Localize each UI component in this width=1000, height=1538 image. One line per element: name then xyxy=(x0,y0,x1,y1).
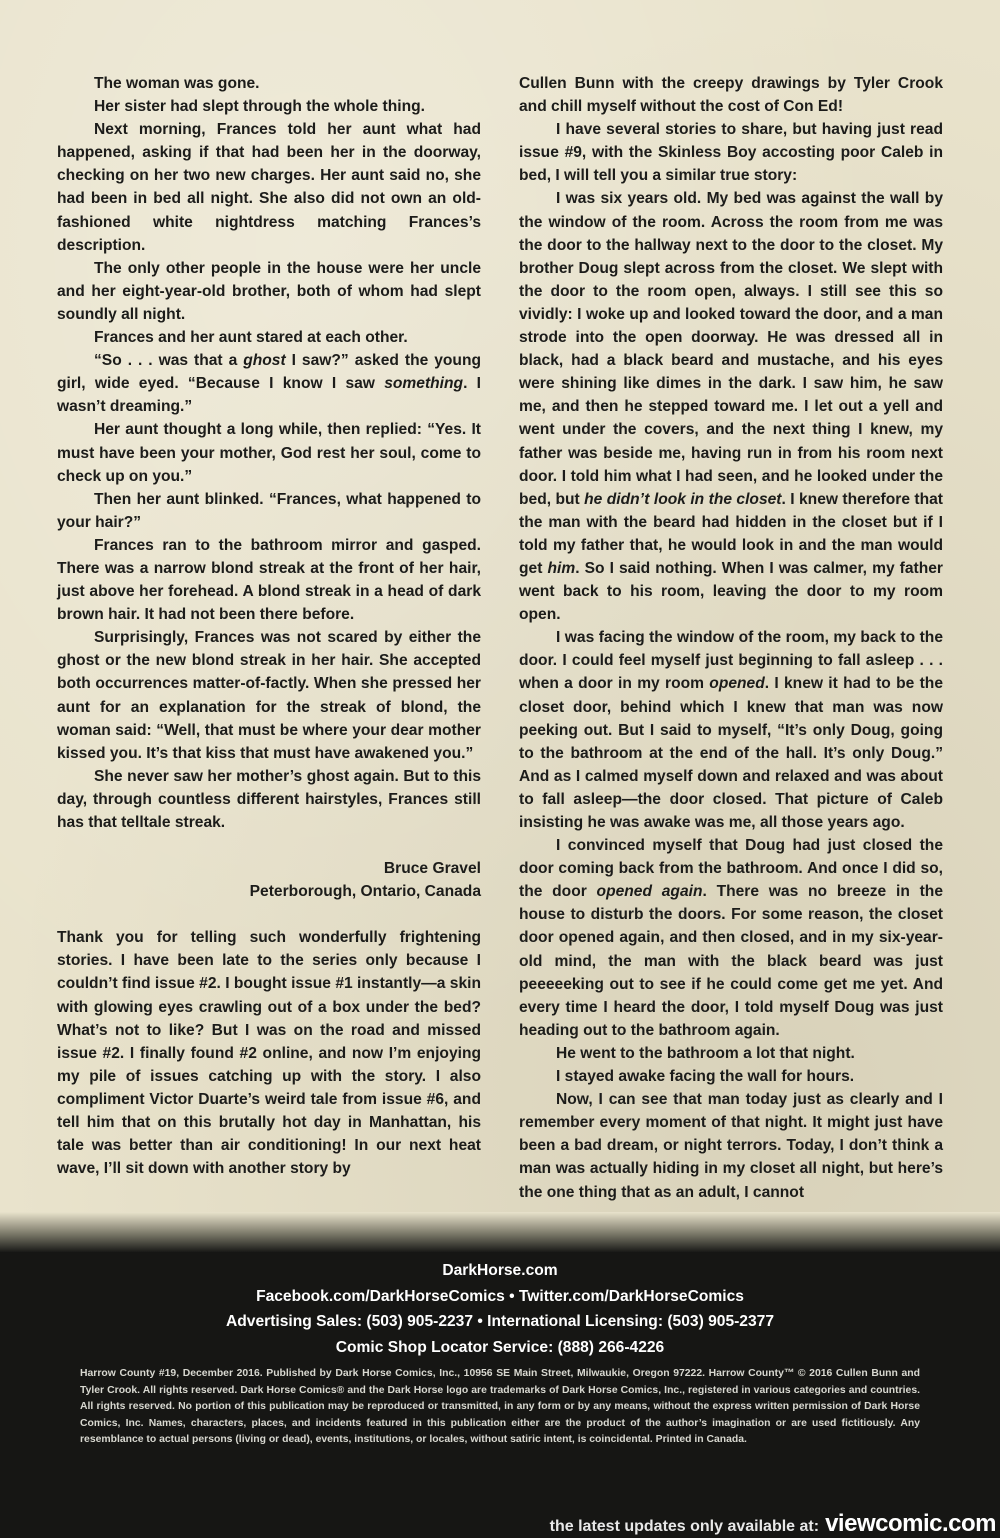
paragraph: Frances and her aunt stared at each other. xyxy=(94,329,408,347)
paragraph: Then her aunt blinked. “Frances, what happened to your hair?” xyxy=(57,490,481,531)
paragraph: I stayed awake facing the wall for hours. xyxy=(556,1068,855,1086)
right-text-column xyxy=(519,72,943,1204)
paragraph: Her sister had slept through the whole thing. xyxy=(94,98,425,116)
legal-indicia: Harrow County #19, December 2016. Published by Dark Horse Comics, Inc., 10956 SE Main Street, Milwaukie, Oregon 97222. Harrow County™ © 2016 Cullen Bunn and Tyler Crook. All rights reserved. Dark Horse Comics® and the Dark Horse logo are trademarks of Dark Horse Comics, Inc., registered in various categories and countries. All rights reserved. No portion of this publication may be reproduced or transmitted, in any form or by any means, without the express written permission of Dark Horse Comics, Inc. Names, characters, places, and incidents featured in this publication either are the product of the author’s imagination or are used fictitiously. Any resemblance to actual persons (living or dead), events, institutions, or locales, without satiric intent, is coincidental. Printed in Canada. xyxy=(80,1368,920,1445)
shop-locator-phone: Comic Shop Locator Service: (888) 266-4226 xyxy=(335,1338,665,1356)
watermark-logo[interactable]: viewcomic.com xyxy=(825,1510,996,1537)
paragraph: I was six years old. My bed was against the wall by the window of the room. Across the room from me was the door to the hallway next to the door to the closet. My brother Doug slept across from the closet. We slept with the door to the room open, always. I still see this so vividly: I woke up and looked toward the door, and a man strode into the open doorway. He was dressed all in black, had a black beard and mustache, and his eyes were shining like dimes in the dark. I saw him, he saw me, and then he stepped toward me. I let out a yell and went under the covers, and the next thing I knew, my father was beside me, having run in from his room next door. I told him what I had seen, and he looked under the bed, but he didn’t look in the closet. I knew therefore that the man with the beard had hidden in the closet but if I told my father that, he would look in and the man would get him. So I said nothing. When I was calmer, my father went back to his room, leaving the door to my room open. xyxy=(519,190,944,624)
paragraph: The woman was gone. xyxy=(94,75,260,92)
watermark xyxy=(540,1510,1000,1538)
paragraph: Next morning, Frances told her aunt what had happened, asking if that had been her in the doorway, checking on her two new charges. Her aunt said no, she had been in bed all night. She also did not own an old-fashioned white nightdress matching Frances’s description. xyxy=(57,121,481,254)
left-text-column xyxy=(57,72,481,1180)
footer-contact-block xyxy=(0,1252,1000,1360)
website-link[interactable]: DarkHorse.com xyxy=(442,1262,558,1279)
paragraph: The only other people in the house were her uncle and her eight-year-old brother, both of whom had slept soundly all night. xyxy=(57,259,481,323)
paragraph: Surprisingly, Frances was not scared by either the ghost or the new blond streak in her hair. She accepted both occurrences matter-of-factly. When she pressed her aunt for an explanation for the streak of blond, the woman said: “Well, that must be where your dear mother kissed you. It’s that kiss that must have awakened you.” xyxy=(57,629,481,762)
sales-licensing-phones: Advertising Sales: (503) 905-2237 • International Licensing: (503) 905-2377 xyxy=(226,1313,774,1330)
paragraph: I convinced myself that Doug had just closed the door coming back from the bathroom. And once I did so, the door opened again. There was no breeze in the house to disturb the doors. For some reason, the closet door opened again, and then closed, and in my six-year-old mind, the man with the black beard was just peeeeeking out to see if he could come get me yet. And every time I heard the door, I told myself Doug was just heading out to the bathroom again. xyxy=(519,837,943,1039)
paragraph: I was facing the window of the room, my back to the door. I could feel myself just beginning to fall asleep . . . when a door in my room opened. I knew it had to be the closet door, behind which I knew that man was now peeking out. But I said to myself, “It’s only Doug, going to the bathroom at the end of the hall. It’s only Doug.” And as I calmed myself down and relaxed and was about to fall asleep—the door closed. That picture of Caleb insisting he was awake was me, all those years ago. xyxy=(519,629,944,831)
signature-name: Bruce Gravel xyxy=(383,860,481,878)
social-links[interactable]: Facebook.com/DarkHorseComics • Twitter.com/DarkHorseComics xyxy=(256,1287,744,1305)
paragraph: Her aunt thought a long while, then replied: “Yes. It must have been your mother, God rest her soul, come to check up on you.” xyxy=(57,421,481,485)
signature-location: Peterborough, Ontario, Canada xyxy=(249,883,481,901)
torn-edge-divider xyxy=(0,1212,1000,1252)
paragraph: She never saw her mother’s ghost again. But to this day, through countless different hairstyles, Frances still has that telltale streak. xyxy=(57,767,481,831)
paragraph: “So . . . was that a ghost I saw?” asked the young girl, wide eyed. “Because I know I saw something. I wasn’t dreaming.” xyxy=(57,352,482,416)
paragraph: Frances ran to the bathroom mirror and gasped. There was a narrow blond streak at the front of her hair, just above her forehead. A blond streak in a head of dark brown hair. It had not been there before. xyxy=(57,536,481,624)
letter-paragraph: Thank you for telling such wonderfully frightening stories. I have been late to the series only because I couldn’t find issue #2. I bought issue #1 instantly—a skin with glowing eyes crawling out of a box under the bed? What’s not to like? But I was on the road and missed issue #2. I finally found #2 online, and now I’m enjoying my pile of issues catching up with the story. I also compliment Victor Duarte’s weird tale from issue #6, and tell him that on this brutally hot day in Manhattan, his tale was better than air conditioning! In our next heat wave, I’ll sit down with another story by xyxy=(57,929,481,1178)
paragraph: I have several stories to share, but having just read issue #9, with the Skinless Boy accosting poor Caleb in bed, I will tell you a similar true story: xyxy=(519,121,943,185)
paragraph: Now, I can see that man today just as clearly and I remember every moment of that night. It might just have been a bad dream, or night terrors. Today, I don’t think a man was actually hiding in my closet all night, but here’s the one thing that as an adult, I cannot xyxy=(519,1091,943,1201)
paragraph: Cullen Bunn with the creepy drawings by Tyler Crook and chill myself without the cost of Con Ed! xyxy=(519,75,943,116)
watermark-text: the latest updates only available at: xyxy=(549,1518,820,1535)
paragraph: He went to the bathroom a lot that night. xyxy=(556,1044,855,1062)
